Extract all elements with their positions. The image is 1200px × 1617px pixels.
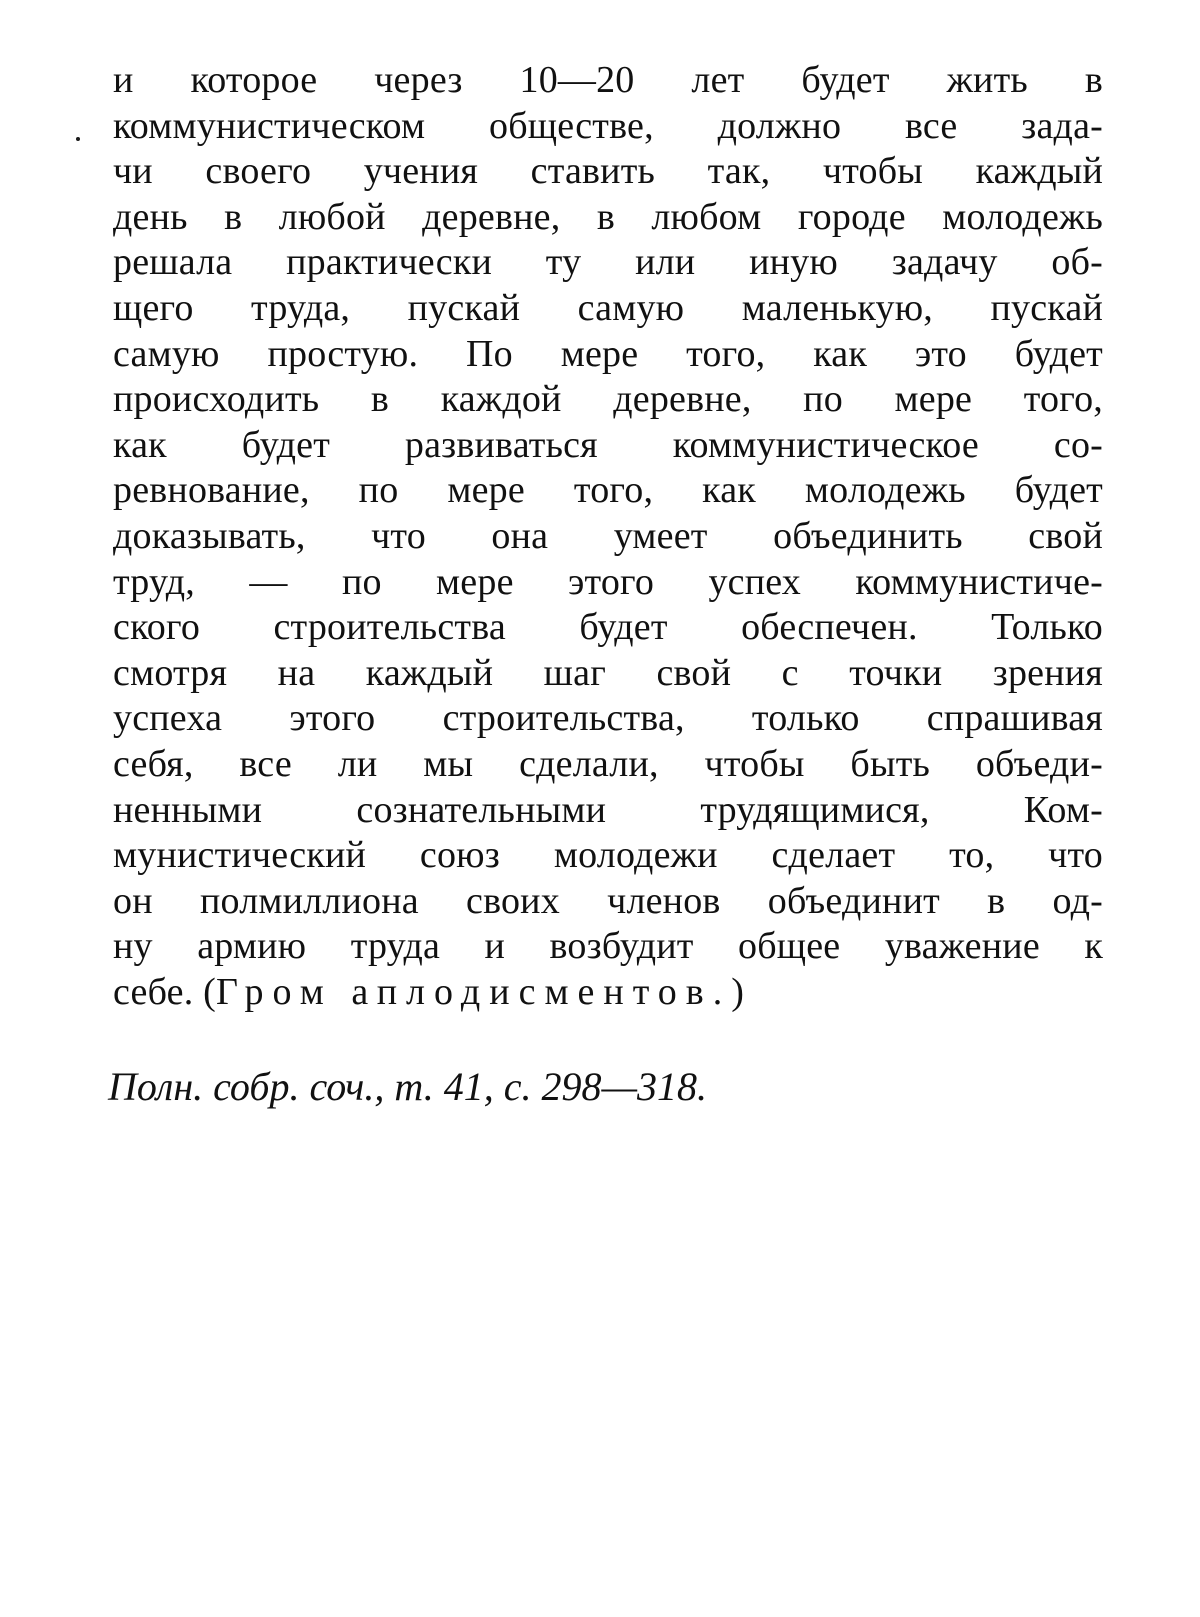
text-line: ну армию труда и возбудит общее уважение к [113, 925, 1103, 968]
text-line: смотря на каждый шаг свой с точки зрения [113, 651, 1103, 694]
text-line: ского строительства будет обеспечен. Только [113, 606, 1103, 649]
text-line: щего труда, пускай самую маленькую, пускай [113, 286, 1103, 329]
applause-remark: Гром аплодисментов. [215, 970, 732, 1013]
text-line: чи своего учения ставить так, чтобы каждый [113, 150, 1103, 193]
text-line: ненными сознательными трудящимися, Ком- [113, 788, 1103, 831]
text-line: день в любой деревне, в любом городе молодежь [113, 195, 1103, 238]
text-line: мунистический союз молодежи сделает то, что [113, 834, 1103, 877]
text-line: ревнование, по мере того, как молодежь будет [113, 469, 1103, 512]
text-line: себя, все ли мы сделали, чтобы быть объеди- [113, 742, 1103, 785]
final-line-lead: себе. ( [113, 970, 216, 1013]
text-line: труд, — по мере этого успех коммунистиче- [113, 560, 1103, 603]
final-text-line [113, 970, 1103, 1016]
text-line: и которое через 10—20 лет будет жить в [113, 59, 1103, 101]
text-line: решала практически ту или иную задачу об- [113, 241, 1103, 284]
text-line: доказывать, что она умеет объединить свой [113, 514, 1103, 557]
body-paragraph [113, 58, 1103, 1015]
text-line: происходить в каждой деревне, по мере того, [113, 378, 1103, 421]
source-citation: Полн. собр. соч., т. 41, с. 298—318. [108, 1064, 708, 1109]
text-line: коммунистическом обществе, должно все зада- [113, 104, 1103, 147]
text-line: успеха этого строительства, только спрашивая [113, 697, 1103, 740]
final-line-close: ) [731, 970, 745, 1013]
text-line: как будет развиваться коммунистическое со- [113, 423, 1103, 466]
margin-speck [76, 137, 80, 141]
text-line: самую простую. По мере того, как это будет [113, 332, 1103, 375]
text-line: он полмиллиона своих членов объединит в од- [113, 879, 1103, 922]
